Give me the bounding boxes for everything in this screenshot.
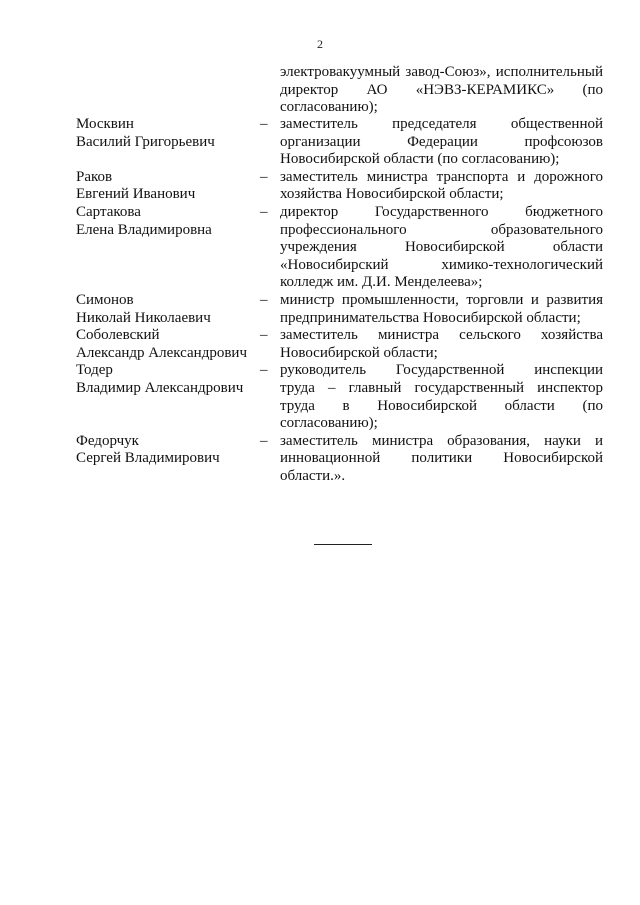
role-line: директор Государственного бюджетного	[280, 203, 603, 220]
member-role	[280, 362, 603, 432]
role-line: заместитель министра образования, науки и	[280, 432, 603, 449]
role-line: согласованию);	[280, 415, 378, 432]
member-given-names: Евгений Иванович	[76, 186, 196, 203]
member-name	[76, 362, 260, 432]
member-surname: Сартакова	[76, 203, 141, 220]
member-surname: Москвин	[76, 116, 134, 132]
member-name	[76, 292, 260, 327]
role-line: профессионального образовательного	[280, 221, 603, 238]
page-number: 2	[317, 37, 323, 51]
continuation-line: согласованию);	[280, 99, 378, 116]
member-role	[280, 204, 603, 292]
member-name	[76, 433, 260, 486]
member-role	[280, 116, 603, 169]
role-line: учреждения Новосибирской области	[280, 239, 603, 256]
role-line: хозяйства Новосибирской области;	[280, 186, 504, 203]
member-list	[76, 116, 604, 485]
member-name	[76, 204, 260, 292]
role-line: труда – главный государственный инспектор	[280, 379, 603, 396]
role-line: заместитель министра сельского хозяйства	[280, 327, 603, 344]
member-entry	[76, 433, 604, 486]
member-given-names: Александр Александрович	[76, 344, 247, 361]
member-dash: –	[260, 291, 268, 308]
separator-line	[314, 544, 372, 545]
member-given-names: Сергей Владимирович	[76, 450, 220, 467]
member-entry	[76, 204, 604, 292]
role-line: колледж им. Д.И. Менделеева»;	[280, 274, 483, 291]
role-line: труда в Новосибирской области (по	[280, 397, 603, 414]
member-surname: Федорчук	[76, 432, 139, 449]
member-name	[76, 116, 260, 169]
member-name	[76, 169, 260, 204]
member-entry	[76, 362, 604, 432]
member-given-names: Елена Владимировна	[76, 221, 212, 238]
member-surname: Соболевский	[76, 327, 160, 344]
member-dash: –	[260, 203, 268, 220]
continuation-line: электровакуумный завод-Союз», исполнительный	[280, 64, 603, 80]
member-role	[280, 327, 603, 362]
member-given-names: Николай Николаевич	[76, 309, 211, 326]
role-line: области.».	[280, 467, 346, 484]
member-entry	[76, 169, 604, 204]
member-role	[280, 169, 603, 204]
role-line: инновационной политики Новосибирской	[280, 450, 603, 467]
member-role	[280, 433, 603, 486]
member-entry	[76, 292, 604, 327]
role-line: Новосибирской области (по согласованию);	[280, 151, 560, 168]
continuation-line: директор АО «НЭВЗ-КЕРАМИКС» (по	[280, 81, 603, 98]
role-line: заместитель председателя общественной	[280, 116, 603, 132]
member-surname: Симонов	[76, 291, 134, 308]
role-line: Новосибирской области;	[280, 344, 438, 361]
member-dash: –	[260, 116, 268, 132]
member-dash: –	[260, 168, 268, 185]
role-line: руководитель Государственной инспекции	[280, 362, 603, 379]
member-surname: Тодер	[76, 362, 113, 379]
role-line: «Новосибирский химико-технологический	[280, 256, 603, 273]
role-line: организации Федерации профсоюзов	[280, 133, 603, 150]
member-entry	[76, 116, 604, 169]
member-surname: Раков	[76, 168, 113, 185]
role-line: министр промышленности, торговли и развития	[280, 291, 603, 308]
member-role	[280, 292, 603, 327]
member-dash: –	[260, 362, 268, 379]
role-line: предпринимательства Новосибирской области;	[280, 309, 581, 326]
role-line: заместитель министра транспорта и дорожного	[280, 168, 603, 185]
continuation-text	[280, 64, 603, 117]
member-name	[76, 327, 260, 362]
member-entry	[76, 327, 604, 362]
member-dash: –	[260, 432, 268, 449]
member-dash: –	[260, 327, 268, 344]
member-given-names: Василий Григорьевич	[76, 133, 215, 150]
member-given-names: Владимир Александрович	[76, 379, 244, 396]
